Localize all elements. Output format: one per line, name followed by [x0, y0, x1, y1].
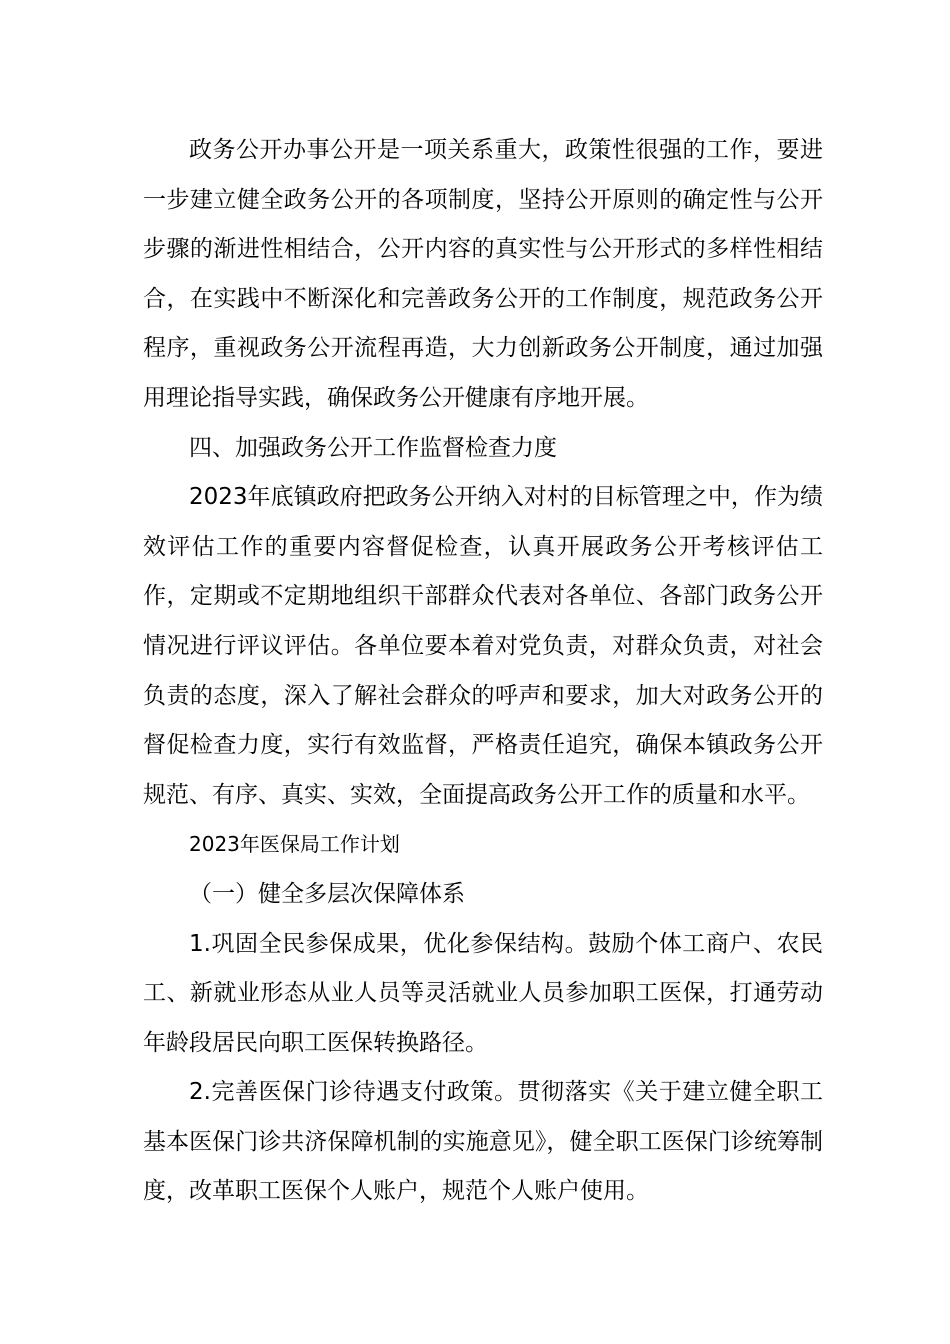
paragraph-item-1: 1.巩固全民参保成果，优化参保结构。鼓励个体工商户、农民工、新就业形态从业人员等灵活就业人员参加职工医保，打通劳动年龄段居民向职工医保转换路径。 [143, 930, 823, 1056]
subsection-heading-multilevel-security: （一）健全多层次保障体系 [189, 880, 465, 907]
paragraph-openness-system: 政务公开办事公开是一项关系重大，政策性很强的工作，要进一步建立健全政务公开的各项制度，坚持公开原则的确定性与公开步骤的渐进性相结合，公开内容的真实性与公开形式的多样性相结合，在实践中不断深化和完善政务公开的工作制度，规范政务公开程序，重视政务公开流程再造，大力创新政务公开制度，通过加强用理论指导实践，确保政务公开健康有序地开展。 [143, 137, 823, 411]
document-body [143, 126, 823, 1217]
section-heading-supervision: 四、加强政务公开工作监督检查力度 [189, 434, 557, 461]
paragraph-supervision-2023: 2023年底镇政府把政务公开纳入对村的目标管理之中，作为绩效评估工作的重要内容督促检查，认真开展政务公开考核评估工作，定期或不定期地组织干部群众代表对各单位、各部门政务公开情况进行评议评估。各单位要本着对党负责，对群众负责，对社会负责的态度，深入了解社会群众的呼声和要求，加大对政务公开的督促检查力度，实行有效监督，严格责任追究，确保本镇政务公开规范、有序、真实、实效，全面提高政务公开工作的质量和水平。 [143, 484, 823, 808]
document-title-medical-insurance-plan: 2023年医保局工作计划 [189, 832, 400, 857]
paragraph-item-2: 2.完善医保门诊待遇支付政策。贯彻落实《关于建立健全职工基本医保门诊共济保障机制的实施意见》，健全职工医保门诊统筹制度，改革职工医保个人账户，规范个人账户使用。 [143, 1079, 823, 1205]
